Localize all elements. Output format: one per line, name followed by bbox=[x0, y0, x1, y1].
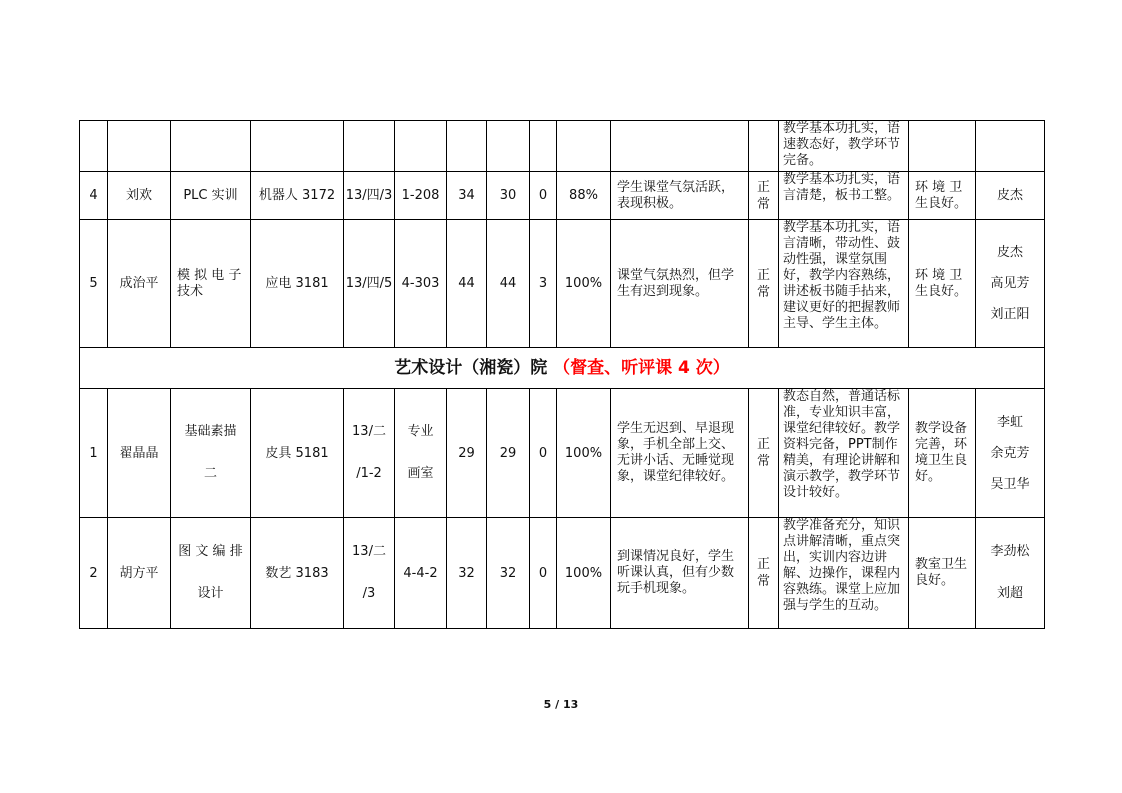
cell-room: 1-208 bbox=[395, 172, 447, 220]
cell-absent: 0 bbox=[530, 518, 557, 629]
cell-class: 数艺 3183 bbox=[251, 518, 344, 629]
inspection-table bbox=[79, 120, 1045, 629]
cell-enrolled: 44 bbox=[447, 220, 487, 348]
cell-no: 2 bbox=[80, 518, 108, 629]
section-title bbox=[80, 348, 1045, 389]
cell-environment: 环 境 卫生良好。 bbox=[909, 220, 976, 348]
cell-status bbox=[749, 518, 779, 629]
inspector-name: 李虹 bbox=[996, 414, 1023, 430]
cell-teacher bbox=[108, 121, 171, 172]
status-text: 正常 bbox=[756, 267, 770, 300]
cell-course bbox=[171, 389, 251, 518]
section-header-row bbox=[80, 348, 1045, 389]
cell-teacher: 成治平 bbox=[108, 220, 171, 348]
cell-class: 皮具 5181 bbox=[251, 389, 344, 518]
cell-enrolled: 29 bbox=[447, 389, 487, 518]
cell-room: 4-303 bbox=[395, 220, 447, 348]
cell-absent: 0 bbox=[530, 172, 557, 220]
cell-environment: 教学设备完善，环境卫生良好。 bbox=[909, 389, 976, 518]
cell-absent: 0 bbox=[530, 389, 557, 518]
cell-teaching: 教态自然，普通话标准，专业知识丰富，课堂纪律较好。教学资料完备，PPT制作精美，有理论讲解和演示教学，教学环节设计较好。 bbox=[779, 389, 909, 518]
inspector-name: 刘超 bbox=[996, 586, 1023, 601]
cell-absent: 3 bbox=[530, 220, 557, 348]
inspector-name: 余克芳 bbox=[990, 445, 1030, 461]
cell-teaching: 教学基本功扎实，语言清楚，板书工整。 bbox=[779, 172, 909, 220]
cell-environment: 教室卫生良好。 bbox=[909, 518, 976, 629]
inspector-name: 刘正阳 bbox=[990, 307, 1030, 322]
inspector-name: 吴卫华 bbox=[990, 476, 1030, 492]
status-text: 正常 bbox=[756, 437, 770, 469]
status-text: 正常 bbox=[756, 557, 770, 589]
cell-course: PLC 实训 bbox=[171, 172, 251, 220]
cell-enrolled bbox=[447, 121, 487, 172]
cell-situation: 课堂气氛热烈，但学生有迟到现象。 bbox=[611, 220, 749, 348]
cell-status bbox=[749, 220, 779, 348]
room-line: 专业 bbox=[407, 424, 434, 439]
cell-actual: 29 bbox=[487, 389, 530, 518]
cell-room bbox=[395, 389, 447, 518]
course-line: 图 文 编 排 bbox=[178, 544, 243, 559]
course-line: 二 bbox=[203, 466, 217, 481]
cell-inspector bbox=[976, 389, 1045, 518]
cell-status bbox=[749, 121, 779, 172]
cell-time: 13/四/3 bbox=[344, 172, 395, 220]
cell-teaching: 教学准备充分，知识点讲解清晰，重点突出，实训内容边讲解、边操作，课程内容熟练。课堂上应加强与学生的互动。 bbox=[779, 518, 909, 629]
cell-teaching: 教学基本功扎实，语速教态好，教学环节完备。 bbox=[779, 121, 909, 172]
cell-inspector: 皮杰 bbox=[976, 172, 1045, 220]
cell-inspector bbox=[976, 518, 1045, 629]
section-note: （督查、听评课 4 次） bbox=[553, 357, 730, 378]
table-row bbox=[80, 121, 1045, 172]
cell-enrolled: 32 bbox=[447, 518, 487, 629]
time-line: 13/二 bbox=[352, 424, 386, 439]
cell-teacher: 翟晶晶 bbox=[108, 389, 171, 518]
cell-situation bbox=[611, 121, 749, 172]
cell-absent bbox=[530, 121, 557, 172]
table-row bbox=[80, 220, 1045, 348]
cell-rate: 100% bbox=[557, 389, 611, 518]
cell-environment: 环 境 卫生良好。 bbox=[909, 172, 976, 220]
table-row bbox=[80, 518, 1045, 629]
cell-inspector bbox=[976, 121, 1045, 172]
cell-actual bbox=[487, 121, 530, 172]
cell-enrolled: 34 bbox=[447, 172, 487, 220]
cell-course bbox=[171, 518, 251, 629]
cell-no: 5 bbox=[80, 220, 108, 348]
inspector-name: 李劲松 bbox=[990, 544, 1030, 559]
course-line: 设计 bbox=[197, 586, 224, 601]
cell-room bbox=[395, 121, 447, 172]
cell-time bbox=[344, 121, 395, 172]
cell-rate: 100% bbox=[557, 220, 611, 348]
cell-time bbox=[344, 389, 395, 518]
cell-environment bbox=[909, 121, 976, 172]
cell-teaching: 教学基本功扎实，语言清晰，带动性、鼓动性强，课堂氛围好，教学内容熟练，讲述板书随手拈来，建议更好的把握教师主导、学生主体。 bbox=[779, 220, 909, 348]
cell-course: 模 拟 电 子技术 bbox=[171, 220, 251, 348]
time-line: /3 bbox=[362, 586, 376, 601]
time-line: 13/二 bbox=[352, 544, 386, 559]
page-number: 5 / 13 bbox=[543, 698, 579, 711]
cell-situation: 学生课堂气氛活跃，表现积极。 bbox=[611, 172, 749, 220]
cell-no: 4 bbox=[80, 172, 108, 220]
cell-no: 1 bbox=[80, 389, 108, 518]
cell-rate: 88% bbox=[557, 172, 611, 220]
table-row bbox=[80, 389, 1045, 518]
time-line: /1-2 bbox=[356, 466, 382, 481]
table-row bbox=[80, 172, 1045, 220]
cell-class: 机器人 3172 bbox=[251, 172, 344, 220]
inspector-name: 皮杰 bbox=[996, 245, 1023, 260]
inspector-name: 高见芳 bbox=[990, 276, 1030, 291]
room-line: 画室 bbox=[407, 466, 434, 481]
status-text: 正常 bbox=[756, 179, 770, 212]
cell-teacher: 刘欢 bbox=[108, 172, 171, 220]
cell-rate bbox=[557, 121, 611, 172]
cell-status bbox=[749, 389, 779, 518]
cell-course bbox=[171, 121, 251, 172]
cell-inspector bbox=[976, 220, 1045, 348]
cell-time bbox=[344, 518, 395, 629]
cell-actual: 30 bbox=[487, 172, 530, 220]
cell-situation: 到课情况良好，学生听课认真，但有少数玩手机现象。 bbox=[611, 518, 749, 629]
cell-teacher: 胡方平 bbox=[108, 518, 171, 629]
cell-time: 13/四/5 bbox=[344, 220, 395, 348]
cell-actual: 44 bbox=[487, 220, 530, 348]
cell-class bbox=[251, 121, 344, 172]
cell-no bbox=[80, 121, 108, 172]
cell-status bbox=[749, 172, 779, 220]
cell-rate: 100% bbox=[557, 518, 611, 629]
cell-actual: 32 bbox=[487, 518, 530, 629]
course-line: 基础素描 bbox=[184, 424, 237, 439]
cell-room: 4-4-2 bbox=[395, 518, 447, 629]
cell-situation: 学生无迟到、早退现象，手机全部上交、无讲小话、无睡觉现象，课堂纪律较好。 bbox=[611, 389, 749, 518]
section-name: 艺术设计（湘瓷）院 bbox=[394, 357, 548, 378]
cell-class: 应电 3181 bbox=[251, 220, 344, 348]
